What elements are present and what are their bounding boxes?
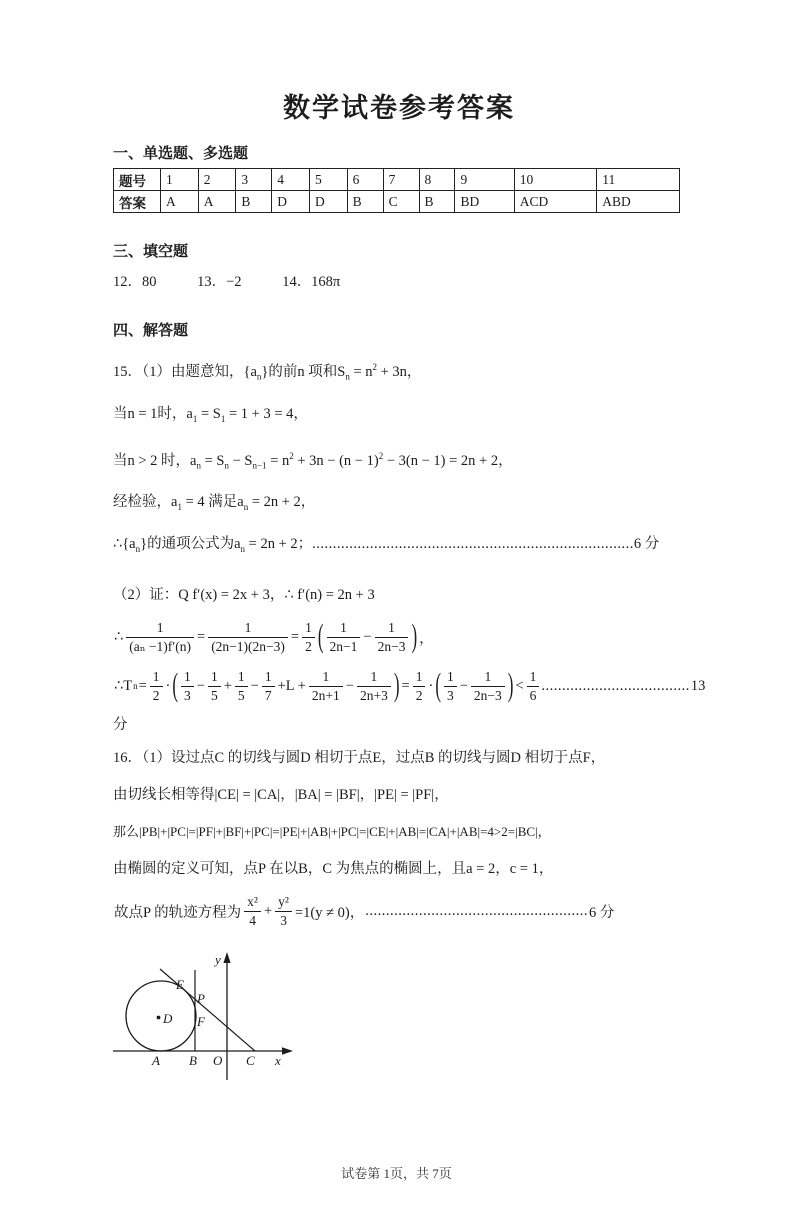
y-axis-arrow-icon	[223, 952, 230, 963]
section-heading-choice: 一、单选题、多选题	[113, 145, 249, 162]
answer-table	[113, 168, 680, 213]
row-label-number: 题号	[114, 169, 161, 191]
section-heading-solution: 四、解答题	[113, 322, 189, 339]
answer-cell: A	[161, 191, 199, 213]
label-B: B	[189, 1053, 197, 1069]
q16-line-3: 那么|PB|+|PC|=|PF|+|BF|+|PC|=|PE|+|AB|+|PC|=|CE|+|AB|=|CA|+|AB|=4>2=|BC|，	[113, 824, 551, 840]
question-number: 4	[272, 169, 310, 191]
question-number: 6	[347, 169, 383, 191]
answer-cell: B	[236, 191, 272, 213]
label-y: y	[215, 952, 221, 968]
blank-answer-12: 12．80	[113, 274, 157, 290]
geometry-figure	[105, 944, 685, 1091]
answer-cell: ACD	[514, 191, 597, 213]
question-number: 8	[419, 169, 455, 191]
question-number: 7	[383, 169, 419, 191]
figure-svg	[105, 944, 305, 1086]
center-dot	[157, 1016, 161, 1020]
blank-answer-14: 14．168π	[282, 274, 341, 290]
answer-cell: B	[419, 191, 455, 213]
q16-line-4: 由椭圆的定义可知，点P 在以B，C 为焦点的椭圆上，且a = 2，c = 1，	[113, 861, 554, 878]
q15-line-5-score: $\therefore\{a_n\}$的通项公式为$a_n = 2n + 2$；..............................................................................6 分	[113, 536, 660, 555]
q16-line-2: 由切线长相等得|CE| = |CA|，|BA| = |BF|，|PE| = |PF|，	[113, 787, 449, 804]
answer-cell: D	[309, 191, 347, 213]
question-number: 2	[198, 169, 236, 191]
page-footer: 试卷第 1页，共 7页	[341, 1166, 452, 1181]
question-number: 3	[236, 169, 272, 191]
q15-line-4: 经检验，$a_1 = 4$ 满足$a_n = 2n + 2$，	[113, 494, 316, 513]
page	[0, 86, 793, 1091]
q15-formula-1: ∴ $\frac{1}{\text{(aₙ −1)f′(n)}}$ = $\frac{1}{(2n-1)(2n-3)}$ = $\frac{1}{2}$ ( $\frac{1}{2n-1}$ − $\frac{1}{2n-3}$ ) ，	[114, 618, 434, 655]
table-row-answers	[114, 191, 680, 213]
label-E: E	[176, 977, 184, 993]
answer-cell: ABD	[597, 191, 680, 213]
label-O: O	[213, 1053, 223, 1069]
question-number: 9	[455, 169, 514, 191]
q15-line-2: 当n = 1时，$a_1 = S_1 = 1 + 3 = 4$，	[113, 405, 308, 424]
answer-cell: B	[347, 191, 383, 213]
fill-blank-answers	[113, 270, 685, 291]
label-D: D	[163, 1011, 173, 1027]
question-number: 1	[161, 169, 199, 191]
answer-cell: BD	[455, 191, 514, 213]
question-number: 5	[309, 169, 347, 191]
label-x: x	[275, 1053, 281, 1069]
page-title: 数学试卷参考答案	[283, 93, 515, 123]
x-axis-arrow-icon	[282, 1047, 293, 1055]
section-heading-fill-blank: 三、填空题	[113, 243, 189, 260]
label-F: F	[197, 1014, 205, 1030]
answer-cell: A	[198, 191, 236, 213]
blank-answer-13: 13．−2	[197, 274, 242, 290]
question-number: 10	[514, 169, 597, 191]
label-A: A	[152, 1053, 160, 1069]
answer-cell: C	[383, 191, 419, 213]
label-C: C	[246, 1053, 255, 1069]
label-P: P	[197, 991, 205, 1007]
q15-formula-2-score: ∴T n = $\frac{1}{2}$ · ( $\frac{1}{3}$ − $\frac{1}{5}$ + $\frac{1}{5}$ − $\frac{1}{7}$ +L + $\frac{1}{2n+1}$ − $\frac{1}{2n+3}$ ) = $\frac{1}{2}$ · ( $\frac{1}{3}$ − $\frac{1}{2n-3}$ ) < $\frac{1}{6}$ .................................... 13	[114, 667, 706, 704]
q15-line-6-proof: （2）证：Q f′(x) = 2x + 3，∴ f′(n) = 2n + 3	[113, 587, 375, 604]
q15-line-3: 当n > 2 时，$a_n = S_n - S_{n-1} = n^2 + 3n - (n - 1)^2 - 3(n - 1) = 2n + 2$，	[113, 450, 513, 471]
row-label-answer: 答案	[114, 191, 161, 213]
q15-line-1: 15．（1）由题意知，$\{a_n\}$的前n 项和$S_n = n^2 + 3n$，	[113, 362, 422, 382]
answer-cell: D	[272, 191, 310, 213]
slanted-tangent-line	[160, 969, 255, 1051]
q16-line-1: 16．（1）设过点C 的切线与圆D 相切于点E，过点B 的切线与圆D 相切于点F，	[113, 750, 606, 767]
q15-score-unit: 分	[113, 717, 128, 734]
q16-trajectory-formula-score: 故点P 的轨迹方程为 $\frac{\text{x²}}{4}$ + $\frac{\text{y²}}{3}$ =1(y ≠ 0)， ...................................................... 6 分	[114, 894, 615, 928]
question-number: 11	[597, 169, 680, 191]
table-row-numbers	[114, 169, 680, 191]
